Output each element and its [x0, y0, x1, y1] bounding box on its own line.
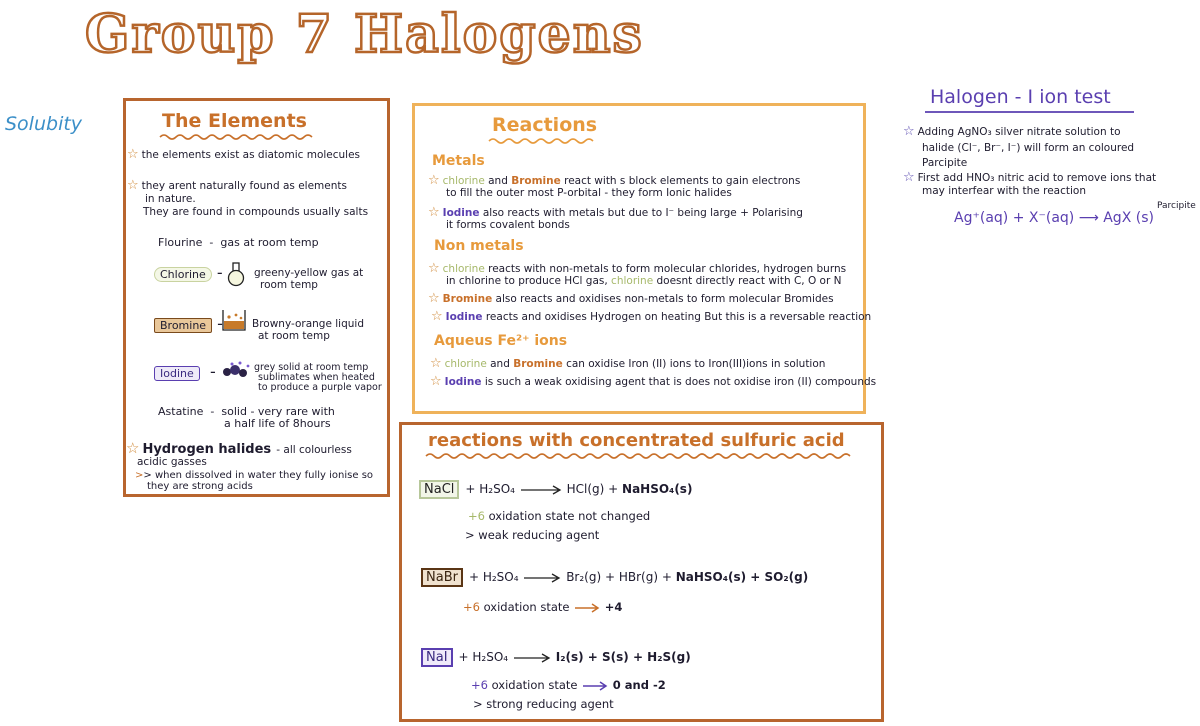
star-icon: ☆	[428, 261, 440, 276]
chlorine-desc-2: room temp	[260, 279, 318, 291]
nabr-oxidation-note: +6 oxidation state +4	[463, 600, 623, 614]
star-icon: ☆	[428, 205, 440, 220]
astatine-desc-2: a half life of 8hours	[224, 417, 331, 430]
chlorine-flask-icon	[223, 261, 249, 287]
sulfuric-heading-underline	[424, 452, 854, 460]
metals-heading: Metals	[432, 153, 485, 169]
metals-bullet-2-line2: it forms covalent bonds	[446, 219, 570, 231]
fluorine-row: Flourine - gas at room temp	[158, 236, 319, 249]
aqueous-bullet-1: ☆ chlorine and Bromine can oxidise Iron (II) ions to Iron(III)ions in solution	[430, 356, 826, 371]
reactions-heading: Reactions	[492, 114, 598, 136]
nai-chip: NaI	[421, 648, 453, 667]
chlorine-desc: greeny-yellow gas at	[254, 267, 364, 279]
astatine-row: Astatine - solid - very rare with	[158, 405, 335, 418]
arrow-icon	[519, 485, 563, 495]
elements-bullet-2: ☆ they arent naturally found as elements	[127, 178, 347, 193]
nai-reducing-note: > strong reducing agent	[473, 697, 614, 711]
halide-test-bullet-2: ☆ First add HNO₃ nitric acid to remove ions that	[903, 170, 1157, 185]
nacl-reducing-note: > weak reducing agent	[465, 528, 600, 542]
iodine-crystals-icon	[218, 360, 252, 382]
hydrogen-halides-desc-2: acidic gasses	[137, 456, 207, 468]
nonmetals-bullet-3: ☆ Iodine reacts and oxidises Hydrogen on heating But this is a reversable reaction	[431, 309, 872, 324]
hydrogen-halides: ☆ Hydrogen halides - all colourless	[126, 439, 352, 457]
metals-bullet-1-line2: to fill the outer most P-orbital - they form Ionic halides	[446, 187, 732, 199]
chlorine-label: Chlorine -	[154, 263, 223, 282]
hydrogen-halides-note: >> when dissolved in water they fully ionise so	[135, 470, 374, 481]
star-icon: ☆	[126, 439, 140, 457]
nacl-equation: NaCl + H₂SO₄ HCl(g) + NaHSO₄(s)	[419, 480, 692, 499]
iodine-desc-2: sublimates when heated	[258, 372, 375, 383]
iodine-label: Iodine -	[154, 362, 216, 381]
nacl-chip: NaCl	[419, 480, 459, 499]
star-icon: ☆	[127, 147, 139, 162]
halide-test-underline	[924, 110, 1136, 114]
star-icon: ☆	[903, 124, 915, 139]
iodine-desc: grey solid at room temp	[254, 362, 369, 373]
nonmetals-bullet-1: ☆ chlorine reacts with non-metals to form molecular chlorides, hydrogen burns	[428, 261, 847, 276]
arrow-icon	[581, 681, 609, 691]
halide-test-bullet-1-line2: halide (Cl⁻, Br⁻, I⁻) will form an coloured	[922, 142, 1135, 154]
arrow-icon	[512, 653, 552, 663]
nacl-oxidation-note: +6 oxidation state not changed	[468, 509, 651, 523]
elements-bullet-2-line3: They are found in compounds usually salts	[143, 206, 369, 218]
elements-bullet-1: ☆ the elements exist as diatomic molecules	[127, 147, 361, 162]
star-icon: ☆	[127, 178, 139, 193]
star-icon: ☆	[428, 173, 440, 188]
arrow-icon	[522, 573, 562, 583]
nai-equation: NaI + H₂SO₄ I₂(s) + S(s) + H₂S(g)	[421, 648, 691, 667]
hydrogen-halides-note-2: they are strong acids	[147, 481, 253, 492]
aqueous-heading: Aqueus Fe²⁺ ions	[434, 333, 568, 349]
nai-oxidation-note: +6 oxidation state 0 and -2	[471, 678, 666, 692]
bromine-desc: Browny-orange liquid	[252, 318, 364, 330]
star-icon: ☆	[903, 170, 915, 185]
elements-heading-underline	[158, 133, 318, 141]
bromine-beaker-icon	[220, 307, 248, 333]
reactions-heading-underline	[487, 137, 599, 145]
halide-test-bullet-2-line2: may interfear with the reaction	[922, 185, 1086, 197]
halide-test-equation: Ag⁺(aq) + X⁻(aq) ⟶ AgX (s)	[954, 210, 1154, 226]
metals-bullet-1: ☆ chlorine and Bromine react with s block elements to gain electrons	[428, 173, 801, 188]
star-icon: ☆	[430, 374, 442, 389]
star-icon: ☆	[430, 356, 442, 371]
halide-test-bullet-1-line3: Parcipite	[922, 157, 968, 169]
nabr-chip: NaBr	[421, 568, 463, 587]
nabr-equation: NaBr + H₂SO₄ Br₂(g) + HBr(g) + NaHSO₄(s) + SO₂(g)	[421, 568, 808, 587]
metals-bullet-2: ☆ Iodine also reacts with metals but due to I⁻ being large + Polarising	[428, 205, 803, 220]
elements-bullet-2-line2: in nature.	[145, 193, 196, 205]
bromine-label: Bromine -	[154, 314, 223, 333]
arrow-icon	[573, 603, 601, 613]
nonmetals-bullet-2: ☆ Bromine also reacts and oxidises non-metals to form molecular Bromides	[428, 291, 834, 306]
halide-test-heading: Halogen - I ion test	[930, 86, 1111, 108]
halide-test-bullet-1: ☆ Adding AgNO₃ silver nitrate solution to	[903, 124, 1121, 139]
star-icon: ☆	[428, 291, 440, 306]
star-icon: ☆	[431, 309, 443, 324]
nonmetals-bullet-1-line2: in chlorine to produce HCl gas, chlorine doesnt directly react with C, O or N	[446, 275, 842, 287]
aqueous-bullet-2: ☆ Iodine is such a weak oxidising agent that is does not oxidise iron (II) compounds	[430, 374, 877, 389]
iodine-desc-3: to produce a purple vapor	[258, 382, 382, 393]
page-title: Group 7 Halogens	[85, 4, 644, 65]
nonmetals-heading: Non metals	[434, 238, 524, 254]
sulfuric-heading: reactions with concentrated sulfuric acid	[428, 430, 845, 451]
elements-heading: The Elements	[162, 110, 307, 132]
precipitate-note: Parcipite	[1157, 201, 1196, 211]
bromine-desc-2: at room temp	[258, 330, 330, 342]
side-label: Solubity	[5, 113, 83, 135]
